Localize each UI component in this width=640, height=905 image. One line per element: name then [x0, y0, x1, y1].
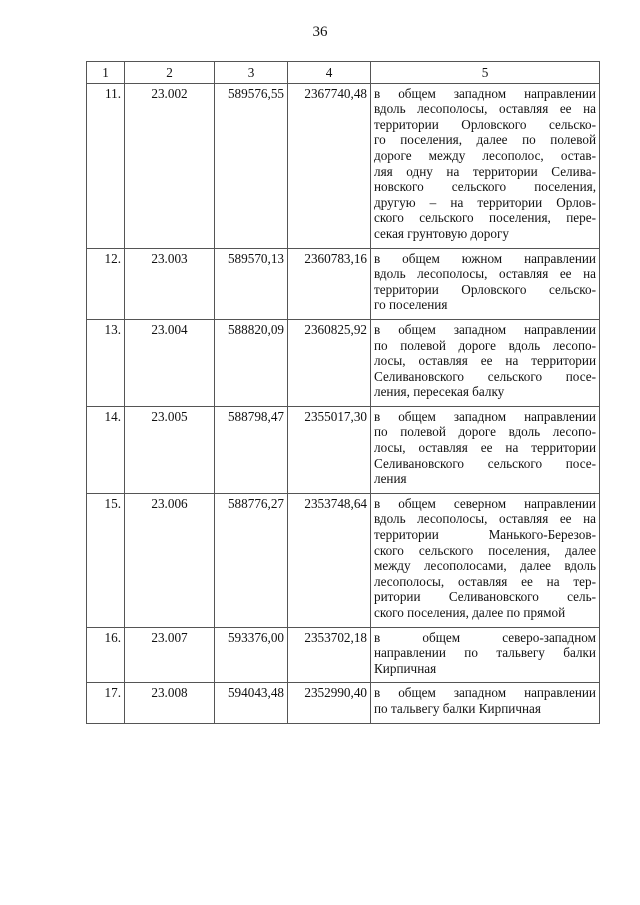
row-number-cell: 16.	[87, 627, 125, 683]
description-line: ления	[374, 471, 407, 487]
table-row	[87, 319, 600, 406]
x-coordinate-cell: 594043,48	[215, 683, 288, 723]
description-line: дороге между лесополос, остав-	[374, 147, 596, 163]
table-header-row	[87, 62, 600, 84]
description-line: ляя одну на территории Селива-	[374, 163, 596, 179]
description-line: Кирпичная	[374, 660, 437, 676]
y-coordinate-cell: 2360825,92	[288, 319, 371, 406]
description-line: лосы, оставляя ее на территории	[374, 353, 596, 369]
description-line: ления, пересекая балку	[374, 384, 505, 400]
table-row	[87, 83, 600, 248]
description-cell	[371, 493, 600, 627]
description-line: Селивановского сельского посе-	[374, 455, 596, 471]
point-id-cell: 23.008	[125, 683, 215, 723]
y-coordinate-cell: 2352990,40	[288, 683, 371, 723]
point-id-cell: 23.003	[125, 248, 215, 319]
description-line: между лесополосами, далее вдоль	[374, 558, 596, 574]
page-number: 36	[312, 24, 328, 40]
table-body	[87, 83, 600, 723]
description-line: го поселения	[374, 297, 448, 313]
x-coordinate-cell: 589570,13	[215, 248, 288, 319]
description-line: вдоль лесополосы, оставляя ее на	[374, 266, 596, 282]
description-line: направлении по тальвегу балки	[374, 645, 596, 661]
description-cell	[371, 319, 600, 406]
description-line: в общем западном направлении	[374, 321, 596, 337]
description-line: ского сельского поселения, пере-	[374, 210, 596, 226]
description-line: территории Орловского сельско-	[374, 116, 596, 132]
row-number-cell: 13.	[87, 319, 125, 406]
x-coordinate-cell: 588798,47	[215, 406, 288, 493]
description-line: секая грунтовую дорогу	[374, 225, 509, 241]
column-header-description: 5	[371, 62, 600, 84]
row-number-cell: 11.	[87, 83, 125, 248]
description-cell	[371, 406, 600, 493]
description-line: ского сельского поселения, далее	[374, 542, 596, 558]
description-line: в общем западном направлении	[374, 408, 596, 424]
description-line: в общем западном направлении	[374, 685, 596, 701]
x-coordinate-cell: 588820,09	[215, 319, 288, 406]
column-header-y: 4	[288, 62, 371, 84]
row-number-cell: 17.	[87, 683, 125, 723]
description-line: в общем северном направлении	[374, 495, 596, 511]
table-row	[87, 493, 600, 627]
description-line: другую – на территории Орлов-	[374, 194, 596, 210]
y-coordinate-cell: 2353702,18	[288, 627, 371, 683]
boundary-points-table	[86, 61, 600, 724]
description-line: в общем южном направлении	[374, 250, 596, 266]
description-line: вдоль лесополосы, оставляя ее на	[374, 101, 596, 117]
row-number-cell: 14.	[87, 406, 125, 493]
x-coordinate-cell: 588776,27	[215, 493, 288, 627]
description-cell	[371, 248, 600, 319]
description-cell	[371, 683, 600, 723]
description-cell	[371, 83, 600, 248]
table-row	[87, 406, 600, 493]
description-line: вдоль лесополосы, оставляя ее на	[374, 511, 596, 527]
point-id-cell: 23.005	[125, 406, 215, 493]
description-line: ритории Селивановского сель-	[374, 589, 596, 605]
column-header-point: 2	[125, 62, 215, 84]
description-line: Селивановского сельского посе-	[374, 368, 596, 384]
description-line: новского сельского поселения,	[374, 179, 596, 195]
description-cell	[371, 627, 600, 683]
description-line: в общем северо-западном	[374, 629, 596, 645]
column-header-x: 3	[215, 62, 288, 84]
point-id-cell: 23.004	[125, 319, 215, 406]
table-row	[87, 248, 600, 319]
x-coordinate-cell: 589576,55	[215, 83, 288, 248]
table-row	[87, 627, 600, 683]
description-line: в общем западном направлении	[374, 85, 596, 101]
point-id-cell: 23.006	[125, 493, 215, 627]
table-row	[87, 683, 600, 723]
description-line: территории Орловского сельско-	[374, 281, 596, 297]
description-line: лесополосы, оставляя ее на тер-	[374, 573, 596, 589]
x-coordinate-cell: 593376,00	[215, 627, 288, 683]
y-coordinate-cell: 2355017,30	[288, 406, 371, 493]
description-line: лосы, оставляя ее на территории	[374, 440, 596, 456]
description-line: го поселения, далее по полевой	[374, 132, 596, 148]
y-coordinate-cell: 2360783,16	[288, 248, 371, 319]
y-coordinate-cell: 2367740,48	[288, 83, 371, 248]
y-coordinate-cell: 2353748,64	[288, 493, 371, 627]
description-line: по полевой дороге вдоль лесопо-	[374, 424, 596, 440]
description-line: ского поселения, далее по прямой	[374, 605, 566, 620]
description-line: по тальвегу балки Кирпичная	[374, 700, 541, 716]
column-header-number: 1	[87, 62, 125, 84]
point-id-cell: 23.002	[125, 83, 215, 248]
row-number-cell: 15.	[87, 493, 125, 627]
row-number-cell: 12.	[87, 248, 125, 319]
point-id-cell: 23.007	[125, 627, 215, 683]
description-line: по полевой дороге вдоль лесопо-	[374, 337, 596, 353]
description-line: территории Манького-Березов-	[374, 527, 596, 543]
